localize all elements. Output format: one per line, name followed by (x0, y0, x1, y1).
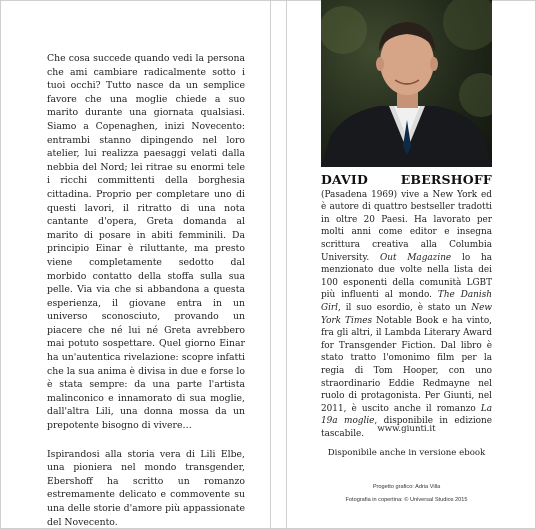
author-bio-text: DAVID EBERSHOFF (Pasadena 1969) vive a New York ed è autore di quattro bestseller tradotti in oltre 20 Paesi. Ha lavorato per molti anni come editor e insegna scrittura creativa alla Columbia University. Out Magazine lo ha menzionato due volte nella lista dei 100 esponenti della comunità LGBT più influenti al mondo. The Danish Girl, il suo esordio, è stato un New York Times Notable Book e ha vinto, fra gli altri, il Lambda Literary Award for Transgender Fiction. Dal libro è stato tratto l'omonimo film per la regia di Tom Hooper, con uno straordinario Eddie Redmayne nel ruolo di protagonista. Per Giunti, nel 2011, è uscito anche il romanzo La 19a moglie, disponibile in edizione tascabile. (321, 172, 492, 439)
ebook-availability-note: Disponibile anche in versione ebook (327, 448, 486, 458)
flap-divider-right (286, 0, 287, 529)
flap-divider-left (270, 0, 271, 529)
cover-photo-credit: Fotografia in copertina: © Universal Studios 2015 (345, 497, 468, 503)
synopsis-paragraph: Che cosa succede quando vedi la persona che ami cambiare radicalmente sotto i tuoi occhi? Tutto nasce da un semplice favore che una moglie chiede a suo marito durante una giornata qualsiasi. Siamo a Copenaghen, inizi Novecento: entrambi stanno dipingendo nel loro atelier, lui realizza paesaggi velati dalla nebbia del Nord; lei ritrae su enormi tele i ricchi committenti della borghesia cittadina. Proprio per completare uno di questi lavori, il ritratto di una nota cantante d'opera, Greta domanda al marito di posare in abiti femminili. Da principio Einar è riluttante, ma presto viene completamente sedotto dal morbido contatto della stoffa sulla sua pelle. Via via che si abbandona a questa esperienza, il giovane entra in un universo sconosciuto, provando un piacere che né lui né Greta avrebbero mai potuto sospettare. Quel giorno Einar ha un'autentica rivelazione: scopre infatti che la sua anima è divisa in due e forse lo è stata sempre: da una parte l'artista malinconico e innamorato di sua moglie, dall'altra Lili, una donna mossa da un prepotente bisogno di vivere… (47, 53, 245, 432)
graphic-design-credit: Progetto grafico: Adria Villa (372, 484, 441, 490)
author-portrait-image (321, 0, 492, 167)
publisher-website-link[interactable]: www.giunti.it (377, 424, 436, 434)
left-flap (47, 52, 245, 529)
author-bio (321, 174, 492, 440)
synopsis-closing-paragraph: Ispirandosi alla storia vera di Lili Elbe, una pioniera nel mondo transgender, Ebershoff ha scritto un romanzo estremamente delicato e commovente su una delle storie d'amore più appassionate del Novecento. (47, 448, 245, 528)
author-name: DAVID EBERSHOFF (321, 172, 492, 187)
author-photo (321, 0, 492, 167)
